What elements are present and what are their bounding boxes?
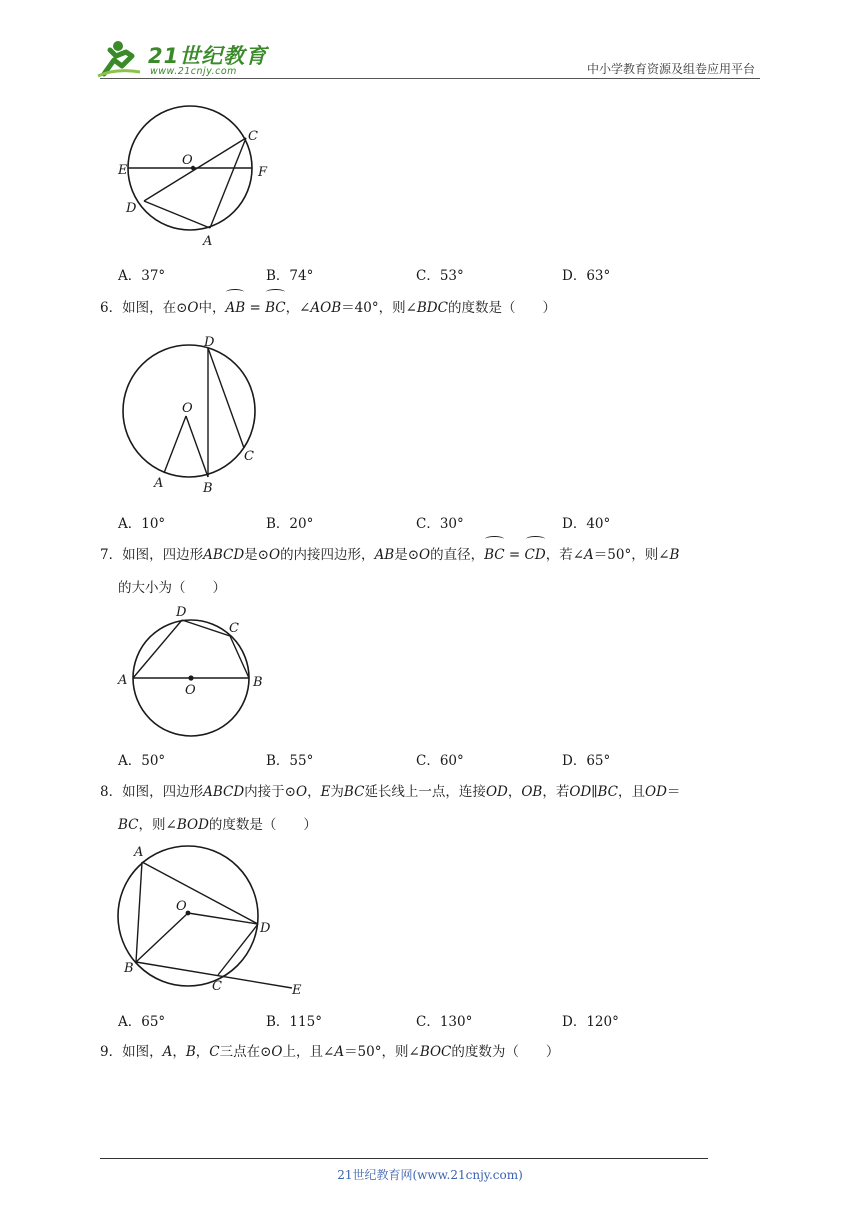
question-7: 7．如图，四边形ABCD是⊙O的内接四边形，AB是⊙O的直径，BC = CD，若∠A＝50°，则∠B xyxy=(100,539,760,571)
q7-option-d[interactable]: D．65° xyxy=(562,753,611,769)
figure-q8 xyxy=(112,840,312,1000)
arc-bc: BC xyxy=(265,292,286,324)
q8-option-b[interactable]: B．115° xyxy=(266,1014,322,1030)
fig7-label-c: C xyxy=(229,621,239,636)
q5-option-a[interactable]: A．37° xyxy=(118,268,166,284)
figure-q5 xyxy=(110,100,290,250)
fig6-label-d: D xyxy=(204,335,215,350)
arc-cd: CD xyxy=(525,539,546,571)
fig8-label-a: A xyxy=(134,845,144,860)
fig5-label-d: D xyxy=(126,201,137,216)
question-6: 6．如图，在⊙O中，AB = BC，∠AOB＝40°，则∠BDC的度数是（ ） xyxy=(100,292,760,324)
arc-ab: AB xyxy=(225,292,245,324)
fig8-label-d: D xyxy=(260,921,271,936)
brand-name: 21世纪教育 xyxy=(148,44,268,68)
q5-option-d[interactable]: D．63° xyxy=(562,268,611,284)
arc-bc: BC xyxy=(484,539,505,571)
q7-option-a[interactable]: A．50° xyxy=(118,753,166,769)
q5-option-c[interactable]: C．53° xyxy=(416,268,464,284)
q7-option-b[interactable]: B．55° xyxy=(266,753,314,769)
fig7-label-d: D xyxy=(176,605,187,620)
footer-link[interactable]: 21世纪教育网(www.21cnjy.com) xyxy=(337,1168,523,1182)
fig6-label-b: B xyxy=(203,481,213,496)
fig5-label-a: A xyxy=(203,234,213,249)
fig6-label-c: C xyxy=(244,449,254,464)
fig6-label-o: O xyxy=(182,401,193,416)
q7-option-c[interactable]: C．60° xyxy=(416,753,464,769)
header-platform-text: 中小学教育资源及组卷应用平台 xyxy=(586,62,755,76)
q6-option-b[interactable]: B．20° xyxy=(266,516,314,532)
fig8-label-b: B xyxy=(124,961,134,976)
q5-option-b[interactable]: B．74° xyxy=(266,268,314,284)
header-divider xyxy=(100,78,760,79)
figure-q6 xyxy=(112,330,272,498)
fig5-label-c: C xyxy=(248,129,258,144)
footer-divider xyxy=(100,1158,708,1159)
fig5-label-o: O xyxy=(182,153,193,168)
brand-url: www.21cnjy.com xyxy=(150,66,237,77)
question-8: 8．如图，四边形ABCD内接于⊙O，E为BC延长线上一点，连接OD，OB，若OD∥BC，且OD＝ xyxy=(100,784,681,800)
fig5-label-f: F xyxy=(258,165,268,180)
figure-q7 xyxy=(112,600,272,745)
q6-option-c[interactable]: C．30° xyxy=(416,516,464,532)
fig7-label-o: O xyxy=(185,683,196,698)
q8-option-a[interactable]: A．65° xyxy=(118,1014,166,1030)
q6-option-d[interactable]: D．40° xyxy=(562,516,611,532)
fig7-label-a: A xyxy=(118,673,128,688)
fig6-label-a: A xyxy=(154,476,164,491)
question-7-line2: 的大小为（ ） xyxy=(118,580,226,596)
fig5-label-e: E xyxy=(118,163,128,178)
q6-option-a[interactable]: A．10° xyxy=(118,516,166,532)
question-8-line2: BC，则∠BOD的度数是（ ） xyxy=(118,817,317,833)
fig8-label-c: C xyxy=(212,979,222,994)
question-9: 9．如图，A，B，C三点在⊙O上，且∠A＝50°，则∠BOC的度数为（ ） xyxy=(100,1044,560,1060)
q8-option-c[interactable]: C．130° xyxy=(416,1014,473,1030)
fig8-label-e: E xyxy=(292,983,302,998)
q8-option-d[interactable]: D．120° xyxy=(562,1014,619,1030)
fig7-label-b: B xyxy=(253,675,263,690)
fig8-label-o: O xyxy=(176,899,187,914)
